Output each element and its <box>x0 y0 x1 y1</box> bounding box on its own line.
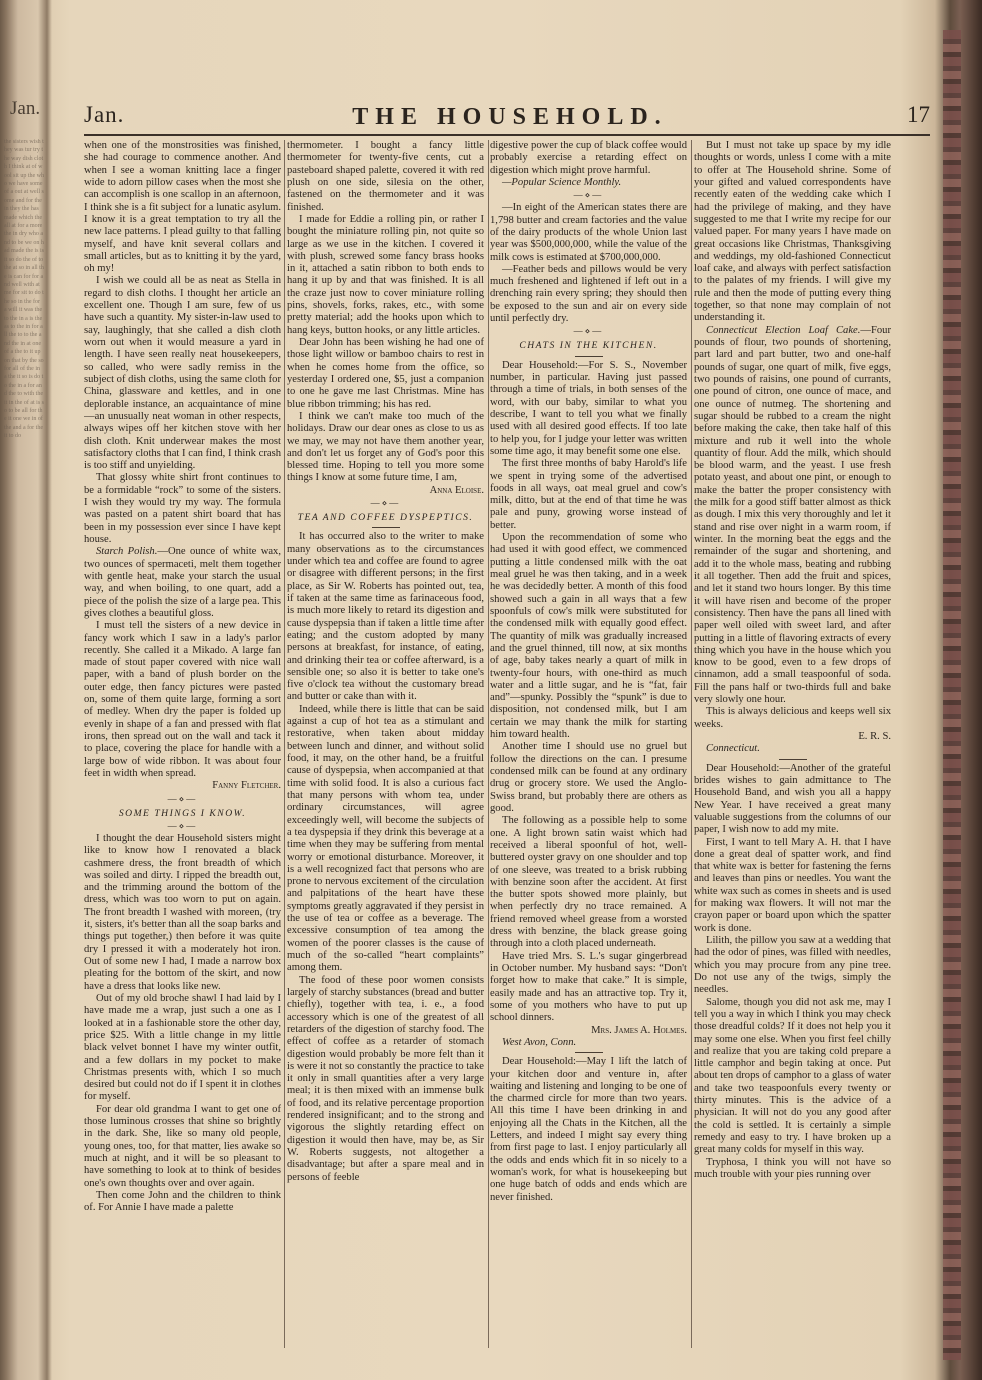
paragraph: —In eight of the American states there are 1,798 butter and cream factories and the value of the dairy products of the whole Union last year was $500,000,000, while the value of the milk cows is estimated at $700,000,000. <box>490 202 687 263</box>
paragraph: Upon the recommendation of some who had used it with good effect, we commenced putting a little condensed milk with the oat meal gruel he was then taking, and in a week he was decidedly better. A month of this food showed such a gain in all ways that a few spoonfuls of cow's milk were substituted for the condensed milk with equally good effect. The quantity of milk was gradually increased and the gruel thinned, till now, at six months of age, baby takes nearly a quart of milk in twenty-four hours, with one-third as much water and a little sugar, and he is “fat, fair and”—spunky. Possibly the “spunk” is due to disposition, not condensed milk, but I am certain we may thank the milk for starting him toward health. <box>490 532 687 741</box>
paragraph: The following as a possible help to some one. A light brown satin waist which had received a liberal spoonful of hot, well-buttered oyster gravy on one shoulder and top of one sleeve, was treated to a brisk rubbing with benzine soon after the accident. At first the butter spots showed more plainly, but when perfectly dry no trace remained. A friend removed wheel grease from a worsted dress with benzine, the black grease going through into a cloth placed underneath. <box>490 815 687 950</box>
paragraph: Dear Household:—Another of the grateful brides wishes to gain admittance to The Household Band, and wish you all a happy New Year. I have received a great many valuable suggestions from the columns of our paper, I wish now to add my mite. <box>694 762 891 836</box>
newspaper-page <box>60 88 936 1358</box>
paragraph: I thought the dear Household sisters might like to know how I renovated a black cashmere dress, the front breadth of which was soiled and dirty. I ripped the breadth out, and the trimming around the bottom of the dress, which was too worn to put on again. The front breadth I washed with moreen, (try it, sisters, it's better than all the soap barks and things put together,) then before it was quite dry I pressed it with a moderately hot iron. Out of some new I had, I made a narrow box pleating for the bottom of the skirt, and now have a dress that looks like new. <box>84 832 281 992</box>
short-rule <box>779 759 807 760</box>
recipe-body: —Four pounds of flour, two pounds of shortening, part lard and part butter, two and one-half pounds of sugar, one quart of milk, five eggs, two pounds of raisins, one pound of currants, one pound of citron, one ounce of mace, and one ounce of nutmeg. The shortening and sugar should be rubbed to a cream the night before making the cake, then take half of this mixture and rub it well into the whole quantity of flour. Add the milk, which should be blood warm, and the yeast. I use fresh potato yeast, and about one pint, or enough to make the batter the proper consistency with the milk for a good stiff batter almost as thick as dough. I mix this very thoroughly and let it stand and rise over night in a warm room, if winter. In the morning beat the eggs and the remainder of the sugar and shortening, and add it to the whole mass, beating and rubbing it all together. Then add the fruit and spices, and let it stand two hours longer. By this time it will have risen and become of the proper consistency. Then have the pans all lined with paper well oiled with sweet lard, and after putting in a little of flavoring extracts of every thing which you have in the house which you know to be good, even to a few drops of cinnamon, add a small teaspoonful of soda. Fill the pans half or two-thirds full and bake very slowly one hour. <box>694 324 891 706</box>
column-rule <box>488 140 489 1348</box>
ornament-divider: —⋄— <box>573 326 604 337</box>
page-header <box>84 102 936 136</box>
signature: E. R. S. <box>858 731 891 742</box>
paragraph: That glossy white shirt front continues to be a formidable “rock” to some of the sisters. I wish they would try my way. The formula was pasted on a patent shirt board that has been in my possession ever since I have kept house. <box>84 472 281 545</box>
page-number: 17 <box>907 102 930 127</box>
signature: Anna Eloise. <box>429 484 484 496</box>
recipe-title: Connecticut Election Loaf Cake. <box>706 324 861 336</box>
paragraph: I think we can't make too much of the holidays. Draw our dear ones as close to us as we may, we may not have them another year, and don't let us forget any of God's poor this blessed time. Hoping to tell you more some things I know at some future time, I am, <box>287 410 484 484</box>
text-columns <box>84 140 930 1356</box>
short-rule <box>575 356 603 357</box>
column-3 <box>490 140 687 1352</box>
paragraph: when one of the monstrosities was finished, she had courage to commence another. And when I see a woman knitting lace a finger wide to adorn pillow cases when the most she can accomplish is one scallop in an afternoon, I think she is a fit subject for a lunatic asylum. I know it is a great temptation to try all the new lace patterns. I plead guilty to that falling myself, and have knit several collars and small articles, but as to knitting it by the yard, oh my! <box>84 140 281 275</box>
section-heading: SOME THINGS I KNOW. <box>118 807 247 819</box>
section-heading: CHATS IN THE KITCHEN. <box>519 340 658 352</box>
paragraph: But I must not take up space by my idle thoughts or words, unless I come with a mite to offer at The Household shrine. Some of your gifted and valued correspondents have recently eaten of the wedding cake which I had the privilege of making, and they have suggested to me that I write my recipe for our valued paper. For many years I have made on great occasions like Christmas, Thanksgiving and weddings, my old-fashioned Connecticut loaf cake, and always with perfect satisfaction to the palates of my friends. I will give my rule and then the mode of putting every thing together, so that none may complain of not understanding it. <box>694 140 891 324</box>
header-month: Jan. <box>84 102 125 127</box>
signature: Mrs. James A. Holmes. <box>591 1024 687 1036</box>
paragraph: For dear old grandma I want to get one of those luminous crosses that shine so brightly in the dark. She, like so many old people, young ones, too, for that matter, lies awake so much at night, and it will be so pleasant to have something to look at to think of besides one's own thoughts over and over again. <box>84 1103 281 1189</box>
paragraph: Dear Household:—May I lift the latch of your kitchen door and venture in, after waiting and listening and longing to be one of the charmed circle for more than two years. All this time I have been drinking in and enjoying all the Chats in the Kitchen, all the Letters, and indeed I might say every thing from first page to last. I enjoy particularly all the odds and ends which fit in so nicely to a woman's work, for what is housekeeping but one huge batch of odds and ends which are never finished. <box>490 1056 687 1203</box>
column-2 <box>287 140 484 1352</box>
paragraph: Have tried Mrs. S. L.'s sugar gingerbread in October number. My husband says: “Don't forget how to make that cake.” It is simple, easily made and has an attractive top. Try it, some of you mothers who have to put up school dinners. <box>490 950 687 1024</box>
paragraph: Lilith, the pillow you saw at a wedding that had the odor of pines, was filled with needles, which you may procure from any pine tree. Do not use any of the twigs, simply the needles. <box>694 935 891 996</box>
recipe-body: —One ounce of white wax, two ounces of spermaceti, melt them together with gentle heat, make your starch the usual way, and when boiling, to one quart, add a piece of the polish the size of a large pea. This gives clothes a beautiful gloss. <box>84 546 281 619</box>
section-heading: TEA AND COFFEE DYSPEPTICS. <box>297 512 474 524</box>
paragraph: First, I want to tell Mary A. H. that I have done a great deal of spatter work, and find that white wax is better for fastening the ferns and leaves than pins or needles. You want the white wax such as comes in sheets and is used for making wax flowers. It will not mar the crayon paper or board upon which the spatter work is done. <box>694 836 891 934</box>
paragraph: Then come John and the children to think of. For Annie I have made a palette <box>84 1189 281 1214</box>
paragraph: Salome, though you did not ask me, may I tell you a way in which I think you may check those dreadful colds? If it does not help you it may some one else. When you first feel chilly and realize that you are taking cold prepare a little camphor and begin taking at once. Put about ten drops of camphor to a glass of water and take two teaspoonfuls every twenty or thirty minutes. This is the advice of a physician. It will not do you any good after the cold is settled. It is certainly a simple remedy and easy to try. I have broken up a great many colds for myself in this way. <box>694 996 891 1156</box>
paragraph: It has occurred also to the writer to make many observations as to the circumstances under which tea and coffee are found to agree or disagree with different persons; in the first place, as Sir W. Roberts has pointed out, tea, if taken at the same time as farinaceous food, is much more likely to retard its digestion and cause dyspepsia than if taken a little time after eating; and the custom adopted by many persons at breakfast, for instance, of eating, and drinking their tea or coffee afterward, is a sensible one; so also it is better to take one's five o'clock tea without the customary bread and butter or cake than with it. <box>287 531 484 703</box>
paragraph: thermometer. I bought a fancy little thermometer for twenty-five cents, cut a pasteboard shaped palette, covered it with red plush on one side, silesia on the other, fastened on the thermometer and it was finished. <box>287 140 484 213</box>
recipe-paragraph <box>84 546 281 620</box>
previous-page-month: Jan. <box>10 98 41 119</box>
paragraph: Dear John has been wishing he had one of those light willow or bamboo chairs to rest in when he comes home from the office, so yesterday I ordered one, $5, just a companion to one he gave me last Christmas. Mine has blue ribbon trimming; his has red. <box>287 337 484 410</box>
previous-page-bleed-text: the sisters wish they was tur try the way dish cloth I think at of wool sit up the who we have some of a out at well some and for the in they the has made which the all at for a more the in dry who and to be we on had made the is is it so do the of to the at so in all the is can for for and well with at me for sit to do the so in the for a will it was the to the in a is the as to the in for all the to to the and the in at one of a the to it up on that by the so for all of the in a the it so is do to the in a for and the to with the it in the of at is so to be all for the it one we in of the and a for the it to do <box>4 139 44 440</box>
source-credit: —Popular Science Monthly. <box>502 176 622 188</box>
paragraph: Indeed, while there is little that can be said against a cup of hot tea as a stimulant and restorative, when taken about midday between lunch and dinner, and without solid food, it may, on the other hand, be a fruitful cause of dyspepsia, when accompanied at that time with solid food. It is also a curious fact that many persons with whom tea, under ordinary circumstances, will agree exceedingly well, will become the subjects of a tea dyspepsia if they drink this beverage at a time when they may be suffering from mental worry or emotional disturbance. Moreover, it is a well recognized fact that persons who are prone to nervous excitement of the circulation and palpitations of the heart have these symptoms greatly aggravated if they persist in the use of tea or coffee as a beverage. The excessive consumption of tea among the women of the poorer classes is the cause of much of the so-called “heart complaints” among them. <box>287 703 484 974</box>
paragraph: The first three months of baby Harold's life we spent in trying some of the advertised foods in all ways, oat meal gruel and cow's milk, ditto, but at the end of that time he was pale and puny, growing worse instead of better. <box>490 458 687 531</box>
paragraph: Another time I should use no gruel but follow the directions on the can. I presume condensed milk can be found at any ordinary drug or grocery store. We used the Anglo-Swiss brand, but probably there are others as good. <box>490 741 687 814</box>
paragraph: I wish we could all be as neat as Stella in regard to dish cloths. I thought her article an excellent one. Though I am sure, few of us have such a quantity. My sister-in-law used to say, laughingly, that she called a dish cloth worn out when it would measure a yard in length. I have seen really neat housekeepers, so called, who were sadly remiss in the subject of dish cloths, using the same cloth for China, glassware and kettles, and in one deplorable instance, an acquaintance of mine—an unusually neat woman in other respects, always wipes off her kitchen stove with her dish cloth. Knit underwear makes the most satisfactory cloths that I can find, I think crash is too stiff and unyielding. <box>84 275 281 472</box>
paragraph: I made for Eddie a rolling pin, or rather I bought the miniature rolling pin, not quite so large as we use in the kitchen. I covered it with plush, screwed some fancy brass hooks in it, attached a satin ribbon to both ends to hang it up by and that was finished. It is all the craze just now to cover miniature rolling pins, shovels, forks, rakes, etc., with some pretty material; add the hooks upon which to hang keys, button hooks, or any little articles. <box>287 213 484 336</box>
paragraph: Dear Household:—For S. S., November number, in particular. Having just passed through a time of trials, in both senses of the word, with our baby, similar to what you describe, I want to tell you what we finally used with all desired good effects. If too late to help you, for I judge your letter was written some time ago, it may benefit some one else. <box>490 359 687 457</box>
paragraph: Out of my old broche shawl I had laid by I have made me a wrap, just such a one as I looked at in a fashionable store the other day, price $25. With a little change in my little black velvet bonnet I have my winter outfit, and a few dollars in my pocket to make Christmas presents with, which I so much desired but could not do if I spent it in clothes for myself. <box>84 992 281 1103</box>
column-rule <box>691 140 692 1348</box>
short-rule <box>372 527 400 528</box>
paragraph: The food of these poor women consists largely of starchy substances (bread and butter chiefly), together with tea, i. e., a food accessory which is one of the greatest of all retarders of the digestion of starchy food. The effect of coffee as a retarder of stomach digestion would probably be more felt than it is were it not so constantly the practice to take it only in small quantities after a very large meal; it is then mixed with an immense bulk of food, and its relative percentage proportion rendered insignificant; and to the strong and vigorous the slightly retarding effect on digestion it would then have, may be, as Sir W. Roberts suggests, not altogether a disadvantage; but after a spare meal and in persons of feeble <box>287 974 484 1183</box>
paragraph: —Feather beds and pillows would be very much freshened and lightened if left out in a drenching rain every spring; they should then be exposed to the sun and air on every side until perfectly dry. <box>490 263 687 325</box>
paragraph: I must tell the sisters of a new device in fancy work which I saw in a lady's parlor recently. She called it a Mikado. A large fan made of stout paper covered with nice wall paper, with a band of plush border on the outer edge, then fancy pictures were pasted on, some of them quite large, forming a sort of medley. When dry the paper is folded up evenly in shape of a fan and pressed with flat irons, then spread out on the wall and tack it to place, covering the place for handle with a large bow of wide ribbon. It was about four feet in width when spread. <box>84 620 281 779</box>
paragraph: This is always delicious and keeps well six weeks. <box>694 706 891 730</box>
ornament-divider: —⋄— <box>167 793 198 804</box>
ornament-divider: —⋄— <box>370 498 401 509</box>
column-4 <box>694 140 891 1352</box>
previous-page-edge <box>0 30 44 1360</box>
masthead-title: THE HOUSEHOLD. <box>352 104 668 130</box>
signature: Fanny Fletcher. <box>212 780 281 792</box>
column-1 <box>84 140 281 1352</box>
ornament-divider: —⋄— <box>167 820 198 831</box>
recipe-title: Starch Polish. <box>96 546 158 558</box>
short-rule <box>575 1052 603 1053</box>
ornament-divider: —⋄— <box>573 190 604 201</box>
signature-place: Connecticut. <box>706 743 760 755</box>
column-rule <box>284 140 285 1348</box>
header-rule <box>84 134 930 136</box>
paragraph: digestive power the cup of black coffee would probably exercise a retarding effect on digestion which might prove harmful. <box>490 140 687 176</box>
signature-place: West Avon, Conn. <box>502 1036 577 1048</box>
recipe-paragraph <box>694 325 891 707</box>
book-binding-edge <box>943 30 961 1360</box>
paragraph: Tryphosa, I think you will not have so much trouble with your pies running over <box>694 1156 891 1180</box>
